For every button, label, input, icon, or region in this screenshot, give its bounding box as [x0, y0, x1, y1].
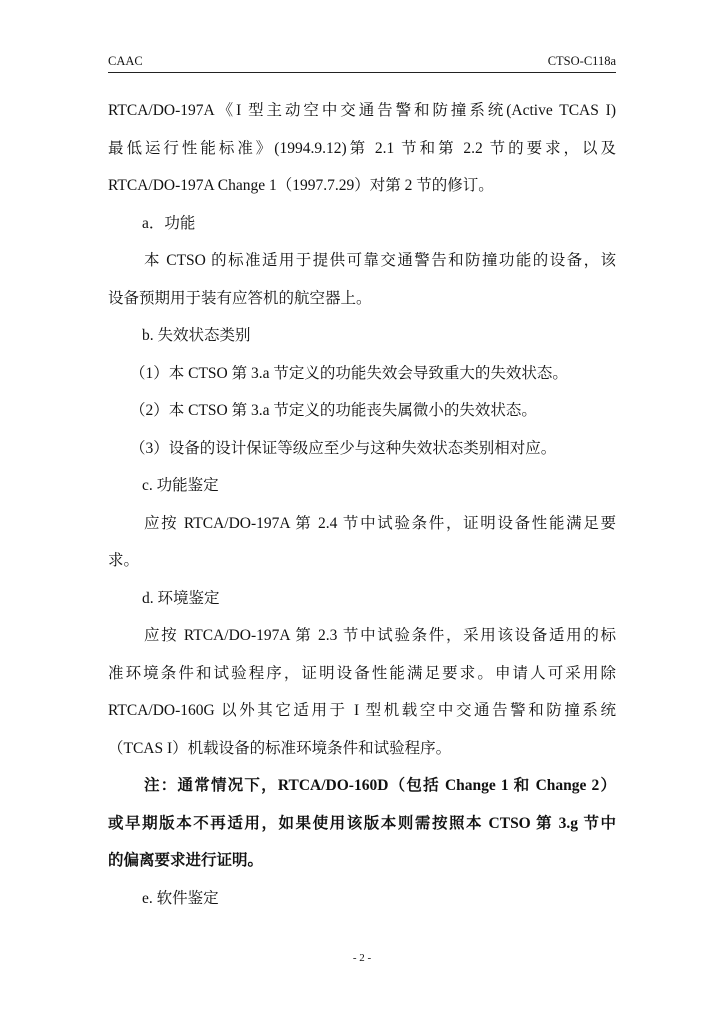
list-item: （1）本 CTSO 第 3.a 节定义的功能失效会导致重大的失效状态。 [130, 364, 568, 382]
note-line: 或早期版本不再适用，如果使用该版本则需按照本 CTSO 第 3.g 节中 [108, 814, 616, 832]
document-body [108, 92, 616, 917]
body-line: 最低运行性能标准》(1994.9.12)第 2.1 节和第 2.2 节的要求，以及 [108, 139, 616, 157]
body-line: RTCA/DO-160G 以外其它适用于 I 型机载空中交通告警和防撞系统 [108, 702, 616, 719]
header-left: CAAC [108, 54, 143, 68]
header-right: CTSO-C118a [547, 54, 616, 68]
page-header [108, 51, 616, 73]
body-line: （TCAS I）机载设备的标准环境条件和试验程序。 [108, 739, 452, 757]
body-line: 本 CTSO 的标准适用于提供可靠交通警告和防撞功能的设备，该 [144, 252, 616, 269]
body-line: 应按 RTCA/DO-197A 第 2.4 节中试验条件，证明设备性能满足要 [144, 514, 616, 532]
section-heading-e: e. 软件鉴定 [142, 889, 219, 907]
note-line: 注：通常情况下，RTCA/DO-160D（包括 Change 1 和 Change 2） [144, 777, 616, 794]
section-heading-c: c. 功能鉴定 [142, 477, 219, 494]
body-line: 设备预期用于装有应答机的航空器上。 [108, 289, 372, 307]
page-number: - 2 - [352, 952, 372, 964]
body-line: 应按 RTCA/DO-197A 第 2.3 节中试验条件，采用该设备适用的标 [144, 627, 616, 644]
body-line: RTCA/DO-197A Change 1（1997.7.29）对第 2 节的修订。 [108, 177, 494, 194]
body-line: 求。 [108, 552, 140, 569]
section-heading-a: a．功能 [142, 214, 196, 232]
body-line: 准环境条件和试验程序，证明设备性能满足要求。申请人可采用除 [108, 664, 616, 682]
body-line: RTCA/DO-197A《I 型主动空中交通告警和防撞系统(Active TCAS I) [108, 102, 616, 119]
list-item: （3）设备的设计保证等级应至少与这种失效状态类别相对应。 [130, 439, 557, 457]
section-heading-b: b. 失效状态类别 [142, 327, 251, 344]
list-item: （2）本 CTSO 第 3.a 节定义的功能丧失属微小的失效状态。 [130, 402, 537, 419]
section-heading-d: d. 环境鉴定 [142, 589, 220, 607]
note-line: 的偏离要求进行证明。 [108, 852, 264, 869]
